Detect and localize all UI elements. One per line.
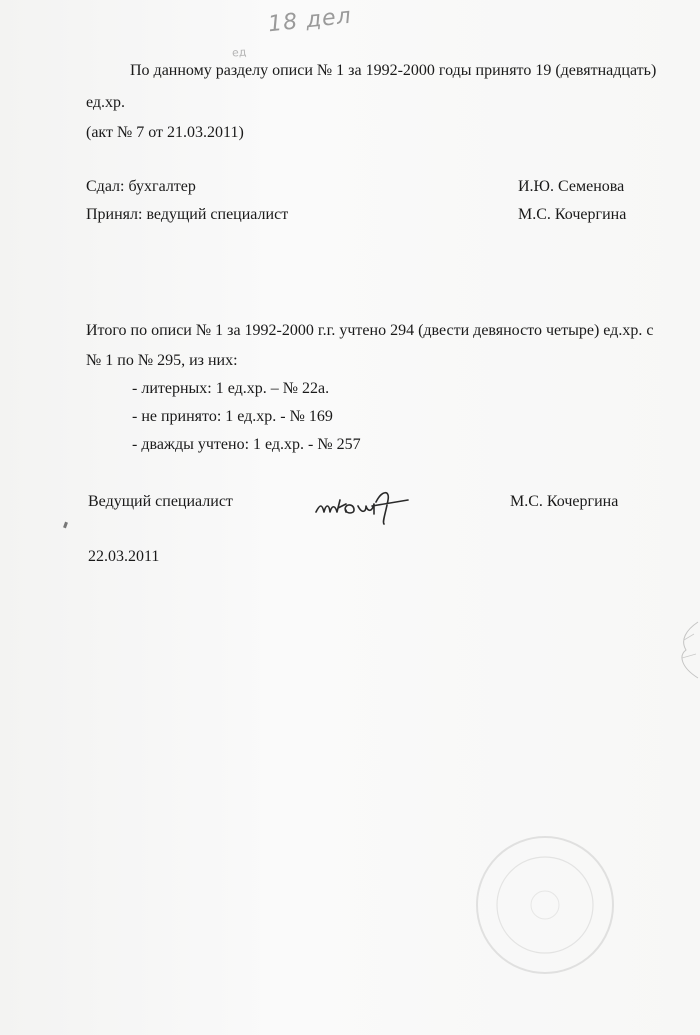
page-edge-fold-mark: [672, 620, 700, 680]
summary-line2: № 1 по № 295, из них:: [86, 352, 238, 369]
para1-line2: ед.хр.: [86, 94, 126, 111]
summary-item-not-accepted: - не принято: 1 ед.хр. - № 169: [132, 408, 333, 425]
summary-line1: Итого по описи № 1 за 1992-2000 г.г. учтено 294 (двести девяносто четыре) ед.хр. с: [86, 322, 654, 339]
signoff-date: 22.03.2011: [88, 548, 160, 565]
pencil-tick-mark: [63, 522, 68, 529]
para1-act-reference: (акт № 7 от 21.03.2011): [86, 124, 244, 141]
handwritten-note: 18 дел: [266, 3, 353, 38]
signature-image: [312, 478, 432, 528]
faint-stamp-image: [470, 830, 620, 980]
gave-role: Сдал: бухгалтер: [86, 178, 196, 195]
summary-item-double-counted: - дважды учтено: 1 ед.хр. - № 257: [132, 436, 361, 453]
para1-line1: По данному разделу описи № 1 за 1992-2000 годы принято 19 (девятнадцать): [130, 62, 657, 79]
signoff-name: М.С. Кочергина: [510, 493, 619, 510]
received-name: М.С. Кочергина: [518, 206, 627, 223]
received-role: Принял: ведущий специалист: [86, 206, 289, 223]
handwritten-note-small: ед: [231, 45, 247, 60]
gave-name: И.Ю. Семенова: [518, 178, 625, 195]
summary-item-literal: - литерных: 1 ед.хр. – № 22а.: [132, 380, 330, 397]
signoff-role: Ведущий специалист: [88, 493, 233, 510]
